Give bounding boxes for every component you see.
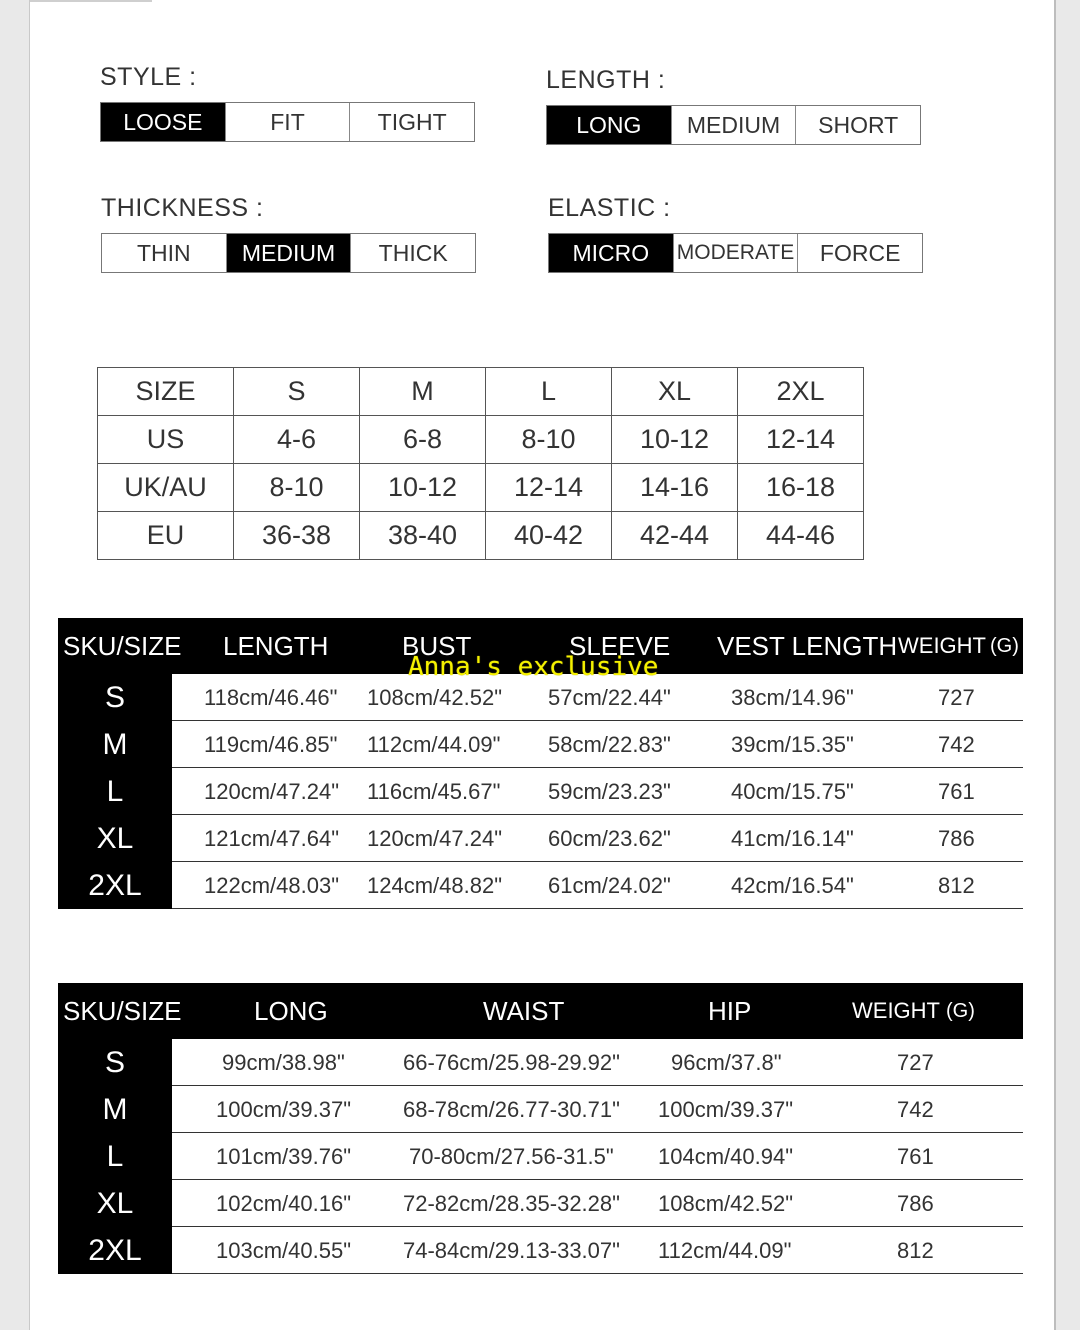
weight-cell: 727 [938,685,975,710]
length-options [546,105,921,145]
long-cell: 100cm/39.37" [216,1097,352,1122]
header-weight-unit: (G) [946,1000,975,1022]
size-cell: 42-44 [612,512,738,560]
bust-cell: 124cm/48.82" [367,873,503,898]
sku-cell: S [58,674,172,721]
weight-cell: 761 [938,779,975,804]
vest-length-cell: 39cm/15.35" [731,732,854,757]
sku-cell: XL [58,1180,172,1227]
header-length: LENGTH [223,631,329,661]
table-row [58,1133,1023,1180]
waist-cell: 68-78cm/26.77-30.71" [403,1097,620,1122]
size-cell: 10-12 [360,464,486,512]
long-cell: 101cm/39.76" [216,1144,352,1169]
waist-cell: 66-76cm/25.98-29.92" [403,1050,620,1075]
size-row-label: US [98,416,234,464]
bottom-measurement-table [58,983,1023,1274]
elastic-title: ELASTIC : [548,194,671,222]
elastic-options [548,233,923,273]
hip-cell: 108cm/42.52" [658,1191,794,1216]
weight-cell: 727 [897,1050,934,1075]
elastic-attribute [548,193,923,273]
waist-cell: 72-82cm/28.35-32.28" [403,1191,620,1216]
size-cell: 12-14 [486,464,612,512]
length-cell: 122cm/48.03" [204,873,340,898]
bust-cell: 112cm/44.09" [367,732,501,757]
table-row [58,1180,1023,1227]
sleeve-cell: 61cm/24.02" [548,873,671,898]
style-option-tight[interactable]: TIGHT [349,103,474,141]
size-row-us [98,416,864,464]
hip-cell: 112cm/44.09" [658,1238,792,1263]
style-option-loose[interactable]: LOOSE [101,103,225,141]
size-row-label: UK/AU [98,464,234,512]
sku-cell: M [58,1086,172,1133]
weight-cell: 742 [897,1097,934,1122]
size-cell: 38-40 [360,512,486,560]
sku-cell: 2XL [58,1227,172,1274]
thickness-option-thick[interactable]: THICK [350,234,475,272]
vest-length-cell: 42cm/16.54" [731,873,854,898]
size-conversion-table [97,367,864,560]
waist-cell: 70-80cm/27.56-31.5" [409,1144,614,1169]
sleeve-cell: 57cm/22.44" [548,685,671,710]
weight-cell: 812 [938,873,975,898]
size-cell: 4-6 [234,416,360,464]
sku-cell: 2XL [58,862,172,909]
header-waist: WAIST [483,996,565,1026]
waist-cell: 74-84cm/29.13-33.07" [403,1238,620,1263]
size-cell: 44-46 [738,512,864,560]
bust-cell: 108cm/42.52" [367,685,503,710]
weight-cell: 761 [897,1144,934,1169]
elastic-option-force[interactable]: FORCE [797,234,922,272]
header-sku-size: SKU/SIZE [63,631,182,661]
size-cell: 12-14 [738,416,864,464]
bust-cell: 120cm/47.24" [367,826,503,851]
sku-cell: L [58,1133,172,1180]
header-weight: WEIGHT [898,633,986,658]
length-cell: 121cm/47.64" [204,826,340,851]
header-bust: BUST [402,631,472,661]
size-cell: 16-18 [738,464,864,512]
header-vest-length: VEST LENGTH [717,631,898,661]
hip-cell: 96cm/37.8" [671,1050,782,1075]
size-cell: 36-38 [234,512,360,560]
length-cell: 120cm/47.24" [204,779,340,804]
length-title: LENGTH : [546,66,666,94]
size-cell: 8-10 [234,464,360,512]
vest-length-cell: 40cm/15.75" [731,779,854,804]
size-row-label: EU [98,512,234,560]
weight-cell: 742 [938,732,975,757]
length-attribute [546,65,921,145]
sku-cell: L [58,768,172,815]
weight-cell: 812 [897,1238,934,1263]
size-row-eu [98,512,864,560]
size-header-label: SIZE [98,368,234,416]
sleeve-cell: 59cm/23.23" [548,779,671,804]
header-sku-size: SKU/SIZE [63,996,182,1026]
header-weight: WEIGHT [852,998,940,1023]
header-hip: HIP [708,996,752,1026]
table-row [58,721,1023,768]
thickness-options [101,233,476,273]
size-header-cell: XL [612,368,738,416]
style-options [100,102,475,142]
long-cell: 103cm/40.55" [216,1238,352,1263]
elastic-option-micro[interactable]: MICRO [549,234,673,272]
thickness-option-medium[interactable]: MEDIUM [226,234,351,272]
size-header-cell: 2XL [738,368,864,416]
size-cell: 14-16 [612,464,738,512]
header-long: LONG [254,996,328,1026]
long-cell: 102cm/40.16" [216,1191,352,1216]
table-row [58,1086,1023,1133]
vest-length-cell: 41cm/16.14" [731,826,854,851]
style-option-fit[interactable]: FIT [225,103,350,141]
table-row [58,768,1023,815]
table-row [58,1227,1023,1274]
size-header-cell: M [360,368,486,416]
hip-cell: 100cm/39.37" [658,1097,794,1122]
size-cell: 10-12 [612,416,738,464]
weight-cell: 786 [938,826,975,851]
style-title: STYLE : [100,63,197,91]
header-weight-unit: (G) [990,635,1019,657]
sleeve-cell: 60cm/23.62" [548,826,671,851]
sleeve-cell: 58cm/22.83" [548,732,671,757]
vest-length-cell: 38cm/14.96" [731,685,854,710]
long-cell: 99cm/38.98" [222,1050,345,1075]
top-edge-line [30,0,152,2]
length-cell: 119cm/46.85" [204,732,338,757]
table-row [58,1039,1023,1086]
size-header-row [98,368,864,416]
sku-cell: M [58,721,172,768]
thickness-attribute [101,193,476,273]
size-header-cell: S [234,368,360,416]
size-cell: 6-8 [360,416,486,464]
length-cell: 118cm/46.46" [204,685,338,710]
size-row-uk-au [98,464,864,512]
sku-cell: S [58,1039,172,1086]
size-cell: 8-10 [486,416,612,464]
weight-cell: 786 [897,1191,934,1216]
sku-cell: XL [58,815,172,862]
table-row [58,862,1023,909]
bottom-table-header [58,983,1023,1039]
thickness-title: THICKNESS : [101,194,264,222]
header-sleeve: SLEEVE [569,631,671,661]
thickness-option-thin[interactable]: THIN [137,239,191,266]
watermark-text: Anna's exclusive [408,652,659,682]
size-cell: 40-42 [486,512,612,560]
table-row [58,815,1023,862]
size-header-cell: L [486,368,612,416]
hip-cell: 104cm/40.94" [658,1144,794,1169]
style-attribute [100,62,475,142]
length-option-long[interactable]: LONG [547,106,671,144]
elastic-option-moderate[interactable]: MODERATE [673,234,798,272]
bust-cell: 116cm/45.67" [367,779,501,804]
length-option-medium[interactable]: MEDIUM [671,106,796,144]
length-option-short[interactable]: SHORT [795,106,920,144]
